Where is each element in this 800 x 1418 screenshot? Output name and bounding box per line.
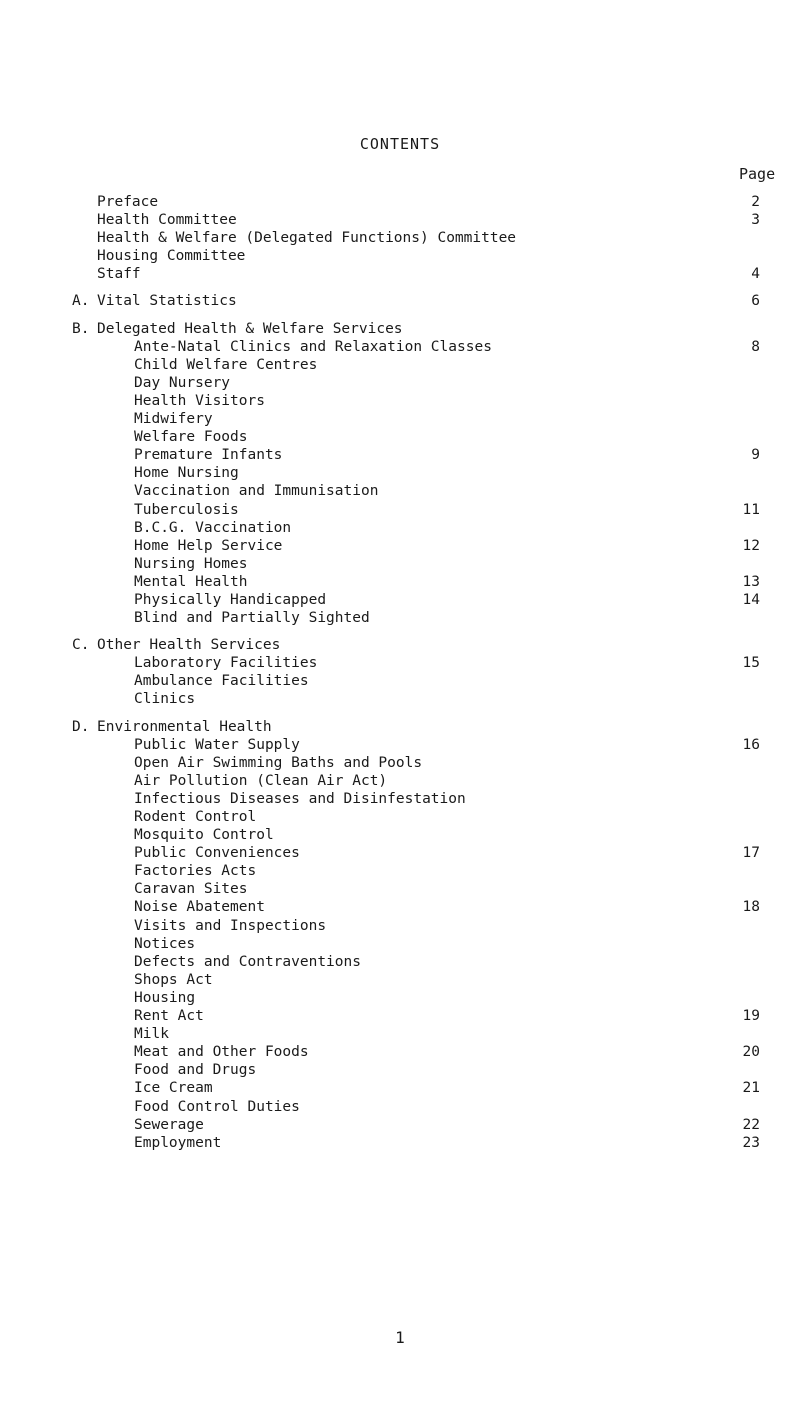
entry-label: Premature Infants — [134, 447, 283, 464]
entry-page-number: 2 — [751, 194, 760, 210]
toc-entry — [72, 248, 768, 266]
toc-entry — [72, 502, 768, 520]
toc-entry — [72, 1044, 768, 1062]
entry-label: Caravan Sites — [134, 881, 248, 898]
toc-entry — [72, 845, 768, 863]
entry-label: Ambulance Facilities — [134, 673, 309, 690]
toc-entry — [72, 483, 768, 501]
entry-page-number: 23 — [742, 1134, 760, 1151]
entry-label: Home Nursing — [134, 465, 239, 482]
toc-entry — [72, 357, 768, 375]
page-column-header: Page — [739, 165, 776, 183]
toc-entry — [72, 791, 768, 809]
toc-entry — [72, 972, 768, 990]
toc-section-heading — [72, 637, 768, 655]
entry-page-number: 12 — [742, 537, 760, 554]
toc-entry — [72, 1135, 768, 1153]
entry-label: Other Health Services — [97, 637, 281, 654]
toc-entry — [72, 755, 768, 773]
toc-entry — [72, 809, 768, 827]
toc-entry — [72, 465, 768, 483]
entry-label: Vaccination and Immunisation — [134, 483, 379, 500]
toc-entry — [72, 990, 768, 1008]
entry-label: Nursing Homes — [134, 555, 248, 572]
entry-page-number: 9 — [751, 447, 760, 464]
entry-label: Ante-Natal Clinics and Relaxation Classes — [134, 338, 492, 355]
entry-page-number: 19 — [742, 1008, 760, 1025]
toc-entry — [72, 375, 768, 393]
entry-label: Public Conveniences — [134, 845, 300, 862]
section-gap — [72, 628, 768, 637]
entry-label: Ice Cream — [134, 1080, 213, 1097]
toc-entry — [72, 881, 768, 899]
entry-label: Infectious Diseases and Disinfestation — [134, 790, 466, 807]
entry-page-number: 8 — [751, 338, 760, 355]
table-of-contents — [72, 194, 768, 1153]
section-letter: C. — [72, 637, 90, 654]
toc-entry — [72, 827, 768, 845]
entry-label: Public Water Supply — [134, 736, 300, 753]
toc-entry — [72, 691, 768, 709]
entry-label: Notices — [134, 935, 196, 952]
entry-label: Welfare Foods — [134, 429, 248, 446]
entry-label: Preface — [97, 194, 159, 210]
toc-entry — [72, 429, 768, 447]
entry-label: Child Welfare Centres — [134, 356, 318, 373]
entry-label: Mental Health — [134, 573, 248, 590]
entry-label: Physically Handicapped — [134, 591, 327, 608]
entry-label: Delegated Health & Welfare Services — [97, 320, 403, 337]
toc-entry — [72, 773, 768, 791]
toc-entry — [72, 1099, 768, 1117]
entry-label: Factories Acts — [134, 863, 257, 880]
toc-entry — [72, 673, 768, 691]
toc-section-heading — [72, 293, 768, 311]
section-gap — [72, 710, 768, 719]
entry-label: Mosquito Control — [134, 827, 274, 844]
entry-label: Health & Welfare (Delegated Functions) Committee — [97, 230, 517, 247]
toc-entry — [72, 574, 768, 592]
toc-entry — [72, 1008, 768, 1026]
toc-entry — [72, 393, 768, 411]
entry-label: Shops Act — [134, 971, 213, 988]
entry-label: Environmental Health — [97, 718, 272, 735]
entry-page-number: 22 — [742, 1116, 760, 1133]
toc-entry — [72, 266, 768, 284]
entry-label: Laboratory Facilities — [134, 655, 318, 672]
section-letter: B. — [72, 320, 90, 337]
entry-label: Health Committee — [97, 212, 237, 229]
entry-page-number: 13 — [742, 573, 760, 590]
entry-label: Day Nursery — [134, 374, 231, 391]
entry-page-number: 3 — [751, 212, 760, 229]
entry-label: Defects and Contraventions — [134, 953, 361, 970]
entry-label: Open Air Swimming Baths and Pools — [134, 754, 423, 771]
entry-page-number: 15 — [742, 655, 760, 672]
entry-label: Food and Drugs — [134, 1062, 257, 1079]
toc-entry — [72, 1080, 768, 1098]
toc-entry — [72, 936, 768, 954]
toc-entry — [72, 1026, 768, 1044]
entry-label: Housing — [134, 989, 196, 1006]
toc-entry — [72, 610, 768, 628]
entry-page-number: 14 — [742, 591, 760, 608]
entry-label: Staff — [97, 266, 141, 283]
entry-label: Visits and Inspections — [134, 917, 327, 934]
entry-label: Meat and Other Foods — [134, 1044, 309, 1061]
entry-page-number: 17 — [742, 845, 760, 862]
toc-entry — [72, 538, 768, 556]
entry-page-number: 18 — [742, 899, 760, 916]
page-title: CONTENTS — [359, 135, 441, 153]
entry-label: Noise Abatement — [134, 899, 265, 916]
entry-page-number: 20 — [742, 1044, 760, 1061]
entry-label: Clinics — [134, 691, 196, 708]
entry-label: Midwifery — [134, 411, 213, 428]
entry-label: Vital Statistics — [97, 293, 237, 310]
entry-label: Housing Committee — [97, 248, 246, 265]
toc-entry — [72, 954, 768, 972]
entry-label: Rodent Control — [134, 809, 257, 825]
toc-entry — [72, 339, 768, 357]
entry-label: Home Help Service — [134, 537, 283, 554]
toc-entry — [72, 1117, 768, 1135]
section-letter: D. — [72, 718, 90, 735]
entry-page-number: 16 — [742, 736, 760, 753]
entry-label: Employment — [134, 1134, 222, 1151]
toc-section-heading — [72, 719, 768, 737]
toc-entry — [72, 230, 768, 248]
toc-entry — [72, 592, 768, 610]
entry-label: Milk — [134, 1026, 169, 1043]
toc-entry — [72, 447, 768, 465]
toc-section-heading — [72, 321, 768, 339]
entry-label: Sewerage — [134, 1116, 204, 1133]
toc-entry — [72, 411, 768, 429]
section-gap — [72, 284, 768, 293]
toc-entry — [72, 556, 768, 574]
toc-entry — [72, 655, 768, 673]
entry-page-number: 21 — [742, 1080, 760, 1097]
entry-label: B.C.G. Vaccination — [134, 519, 292, 536]
entry-label: Food Control Duties — [134, 1098, 300, 1115]
toc-entry — [72, 737, 768, 755]
toc-entry — [72, 194, 768, 212]
toc-entry — [72, 1062, 768, 1080]
toc-entry — [72, 918, 768, 936]
entry-label: Health Visitors — [134, 392, 265, 409]
entry-page-number: 11 — [742, 501, 760, 518]
toc-entry — [72, 899, 768, 917]
entry-label: Tuberculosis — [134, 501, 239, 518]
toc-entry — [72, 863, 768, 881]
entry-label: Blind and Partially Sighted — [134, 610, 370, 627]
entry-page-number: 4 — [751, 266, 760, 283]
entry-label: Rent Act — [134, 1008, 204, 1025]
entry-page-number: 6 — [751, 293, 760, 310]
entry-label: Air Pollution (Clean Air Act) — [134, 772, 388, 789]
page-number-footer: 1 — [395, 1328, 405, 1347]
section-letter: A. — [72, 293, 90, 310]
toc-entry — [72, 520, 768, 538]
section-gap — [72, 312, 768, 321]
toc-entry — [72, 212, 768, 230]
